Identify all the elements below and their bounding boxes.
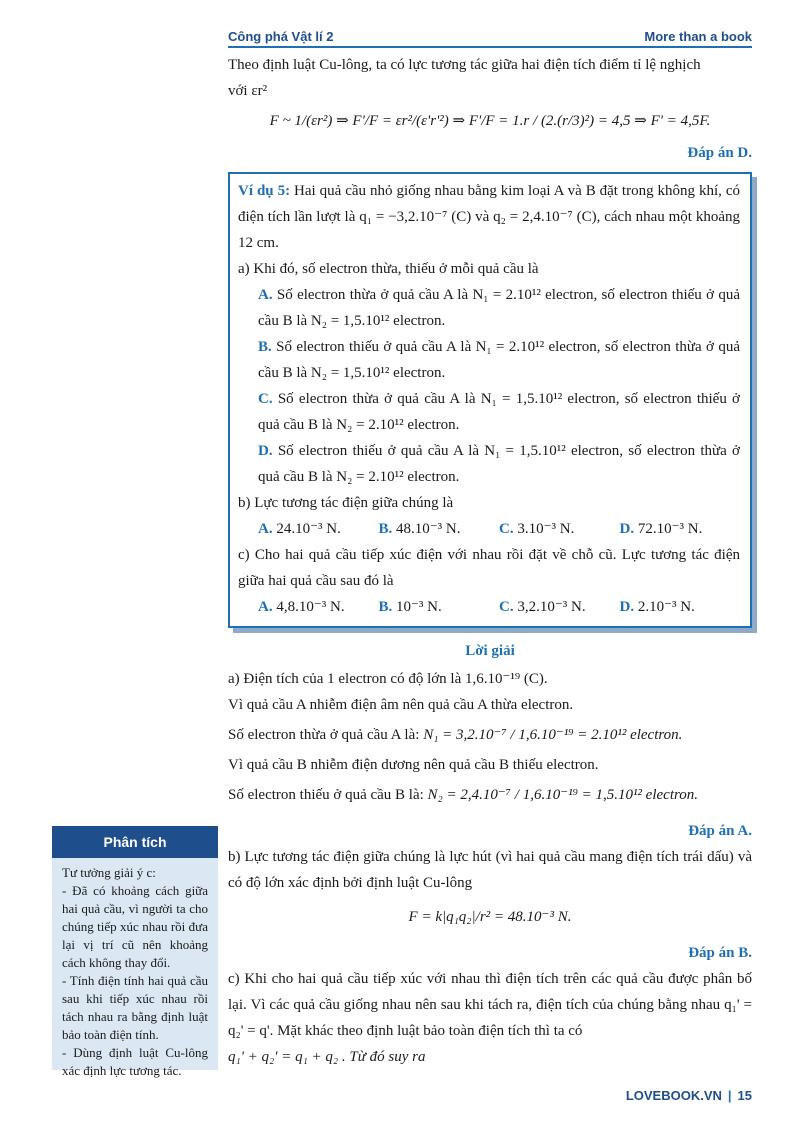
option-letter: D. xyxy=(258,443,273,459)
page-number: 15 xyxy=(737,1088,752,1103)
solution-c-text-2: q₁' + q₂' = q₁ + q₂ . Từ đó suy ra xyxy=(228,1049,426,1065)
option-text: 72.10⁻³ N. xyxy=(637,521,703,537)
intro-text: Theo định luật Cu-lông, ta có lực tương tác giữa hai điện tích điểm tỉ lệ nghịch xyxy=(228,57,701,73)
solution-line: Vì quả cầu A nhiễm điện âm nên quả cầu A thừa electron. xyxy=(228,697,574,713)
solution-label: Số electron thừa ở quả cầu A là: xyxy=(228,727,420,743)
solution-formula: N₁ = 3,2.10⁻⁷ / 1,6.10⁻¹⁹ = 2.10¹² electron. xyxy=(423,727,683,743)
analysis-sidebar xyxy=(52,826,218,1078)
option-letter: D. xyxy=(619,599,635,615)
example-box xyxy=(228,172,752,628)
sidebar-body xyxy=(52,858,218,1086)
option-letter: D. xyxy=(619,521,635,537)
question-c: c) Cho hai quả cầu tiếp xúc điện với nhau rồi đặt về chỗ cũ. Lực tương tác điện giữa hai quả cầu sau đó là xyxy=(238,547,740,589)
sidebar-title: Phân tích xyxy=(52,826,218,858)
option-text: Số electron thiếu ở quả cầu A là N₁ = 2.10¹² electron, số electron thừa ở quả cầu B là N₂ = 1,5.10¹² electron. xyxy=(258,339,740,381)
solution-line: a) Điện tích của 1 electron có độ lớn là 1,6.10⁻¹⁹ (C). xyxy=(228,671,548,687)
option-text: 2.10⁻³ N. xyxy=(637,599,695,615)
question-b: b) Lực tương tác điện giữa chúng là xyxy=(238,495,454,511)
option-text: 3,2.10⁻³ N. xyxy=(517,599,586,615)
option-letter: C. xyxy=(499,599,514,615)
page-footer xyxy=(626,1088,752,1103)
option-text: 10⁻³ N. xyxy=(396,599,442,615)
sidebar-line: - Dùng định luật Cu-lông xác định lực tương tác. xyxy=(62,1045,208,1078)
options-b xyxy=(238,516,740,542)
option-letter: A. xyxy=(258,599,273,615)
solution-c-text: c) Khi cho hai quả cầu tiếp xúc với nhau thì điện tích trên các quả cầu được phân bố lại. Vì các quả cầu giống nhau nên sau khi tách ra, điện tích của chúng bằng nhau q₁' = q₂' = q'. Mặt khác theo định luật bảo toàn điện tích thì ta có xyxy=(228,971,752,1039)
option-letter: B. xyxy=(378,599,393,615)
answer-b: Đáp án B. xyxy=(688,945,752,961)
intro-formula: F ~ 1/(εr²) ⇒ F'/F = εr²/(ε'r'²) ⇒ F'/F = 1.r / (2.(r/3)²) = 4,5 ⇒ F' = 4,5F. xyxy=(269,113,711,129)
solution-line xyxy=(228,718,752,752)
intro-text-2: với εr² xyxy=(228,83,268,99)
option-a-C xyxy=(238,386,740,438)
header-rule xyxy=(228,46,752,48)
solution-label: Số electron thiếu ở quả cầu B là: xyxy=(228,787,424,803)
option-text: 48.10⁻³ N. xyxy=(396,521,461,537)
solution-b-text: b) Lực tương tác điện giữa chúng là lực hút (vì hai quả cầu mang điện tích trái dấu) và có độ lớn xác định bởi định luật Cu-lông xyxy=(228,849,752,891)
answer-a: Đáp án A. xyxy=(688,823,752,839)
option-text: Số electron thừa ở quả cầu A là N₁ = 2.10¹² electron, số electron thiếu ở quả cầu B là N₂ = 1,5.10¹² electron. xyxy=(258,287,741,329)
main-column xyxy=(228,52,752,1070)
solution-b-formula: F = k|q₁q₂|/r² = 48.10⁻³ N. xyxy=(408,909,572,925)
option-a-D xyxy=(238,438,740,490)
example-stem xyxy=(238,178,740,256)
option-letter: C. xyxy=(499,521,514,537)
option-letter: C. xyxy=(258,391,273,407)
option-letter: B. xyxy=(258,339,272,355)
option-letter: A. xyxy=(258,287,273,303)
option-a-A xyxy=(238,282,740,334)
answer-intro: Đáp án D. xyxy=(687,145,752,161)
solution-line xyxy=(228,778,752,812)
options-c xyxy=(238,594,740,620)
solution-title: Lời giải xyxy=(465,643,515,659)
option-letter: A. xyxy=(258,521,273,537)
footer-separator: | xyxy=(727,1088,732,1103)
question-a: a) Khi đó, số electron thừa, thiếu ở mỗi quả cầu là xyxy=(238,261,539,277)
sidebar-line: - Đã có khoảng cách giữa hai quả cầu, vì người ta cho chúng tiếp xúc nhau rồi đưa lại vị trí cũ nên khoảng cách không thay đổi. xyxy=(62,883,208,970)
option-text: 4,8.10⁻³ N. xyxy=(276,599,345,615)
example-stem-text: Hai quả cầu nhỏ giống nhau bằng kim loại A và B đặt trong không khí, có điện tích lần lượt là q₁ = −3,2.10⁻⁷ (C) và q₂ = 2,4.10⁻⁷ (C), cách nhau một khoảng 12 cm. xyxy=(238,183,740,251)
footer-brand: LOVEBOOK.VN xyxy=(625,1088,722,1103)
book-title: Công phá Vật lí 2 xyxy=(228,29,334,44)
option-text: 24.10⁻³ N. xyxy=(276,521,341,537)
option-text: Số electron thiếu ở quả cầu A là N₁ = 1,5.10¹² electron, số electron thừa ở quả cầu B là N₂ = 2.10¹² electron. xyxy=(258,443,740,485)
sidebar-line: - Tính điện tính hai quả cầu sau khi tiếp xúc nhau rồi tách nhau ra bằng định luật bảo toàn điện tính. xyxy=(62,973,208,1042)
example-label: Ví dụ 5: xyxy=(238,183,291,199)
page-header xyxy=(228,24,752,44)
solution-formula: N₂ = 2,4.10⁻⁷ / 1,6.10⁻¹⁹ = 1,5.10¹² electron. xyxy=(427,787,699,803)
option-text: Số electron thừa ở quả cầu A là N₁ = 1,5.10¹² electron, số electron thiếu ở quả cầu B là N₂ = 2.10¹² electron. xyxy=(258,391,740,433)
option-a-B xyxy=(238,334,740,386)
book-slogan: More than a book xyxy=(644,29,752,44)
solution-line: Vì quả cầu B nhiễm điện dương nên quả cầu B thiếu electron. xyxy=(228,757,599,773)
sidebar-line: Tư tưởng giải ý c: xyxy=(62,865,156,880)
option-text: 3.10⁻³ N. xyxy=(517,521,575,537)
option-letter: B. xyxy=(378,521,393,537)
